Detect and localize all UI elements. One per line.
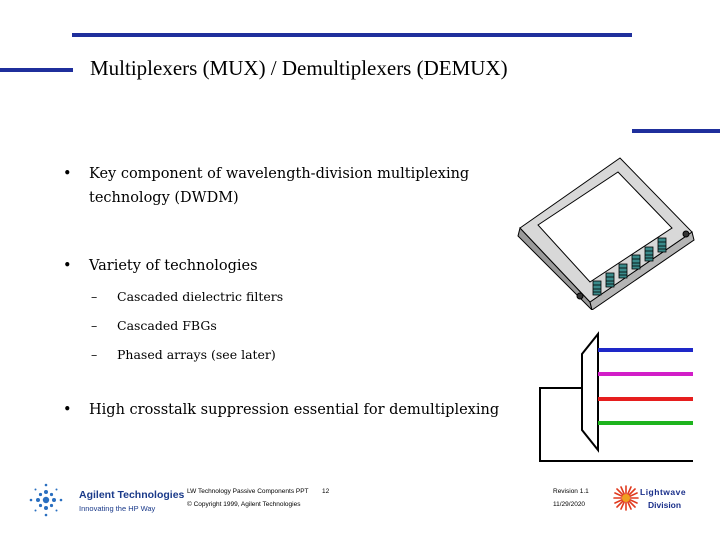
subbullet-dielectric (91, 289, 284, 304)
fiber-port-right (683, 231, 689, 237)
bullet-text-line2: technology (DWDM) (89, 190, 239, 206)
mux-module-illustration (510, 140, 710, 310)
demux-schematic (535, 328, 700, 468)
bullet-text: High crosstalk suppression essential for demultiplexing (89, 402, 500, 418)
title-rule-left (0, 68, 73, 72)
demux-element (582, 334, 598, 450)
agilent-spark-logo (26, 480, 66, 520)
footer-doc-name: LW Technology Passive Components PPT (187, 488, 309, 495)
bullet-dwdm (63, 162, 489, 210)
bullet-marker: • (63, 258, 72, 274)
fiber-port-left (577, 293, 583, 299)
subbullet-text: Cascaded dielectric filters (117, 289, 284, 304)
connector-icon (632, 255, 640, 269)
footer-date: 11/29/2020 (553, 501, 586, 508)
subbullet-fbg (91, 318, 217, 333)
subbullet-marker: – (91, 318, 98, 333)
connector-icon (593, 281, 601, 295)
bullet-variety (63, 254, 489, 278)
agilent-brand-name: Agilent Technologies (79, 489, 185, 501)
lightwave-division-label: Division (648, 500, 682, 510)
connector-icon (645, 247, 653, 261)
bullet-text-line1: Key component of wavelength-division multiplexing (89, 166, 470, 182)
connector-icon (619, 264, 627, 278)
bullet-marker: • (63, 166, 72, 182)
title-rule-right (632, 129, 720, 133)
bullet-crosstalk (63, 398, 509, 422)
subbullet-text: Phased arrays (see later) (117, 347, 276, 362)
subbullet-text: Cascaded FBGs (117, 318, 217, 333)
agilent-tagline: Innovating the HP Way (79, 504, 156, 513)
connector-icon (658, 238, 666, 252)
lightwave-brand-name: Lightwave (640, 487, 687, 497)
subbullet-marker: – (91, 347, 98, 362)
footer-copyright: © Copyright 1999, Agilent Technologies (187, 501, 301, 508)
footer-page-number: 12 (322, 488, 330, 495)
subbullet-marker: – (91, 289, 98, 304)
connector-icon (606, 273, 614, 287)
page-title: Multiplexers (MUX) / Demultiplexers (DEMUX) (90, 56, 508, 80)
lightwave-starburst-logo (612, 484, 640, 512)
footer-revision: Revision 1.1 (553, 488, 589, 495)
bullet-text: Variety of technologies (89, 258, 258, 274)
bullet-marker: • (63, 402, 72, 418)
title-rule-top (72, 33, 632, 37)
subbullet-phased (91, 347, 276, 362)
